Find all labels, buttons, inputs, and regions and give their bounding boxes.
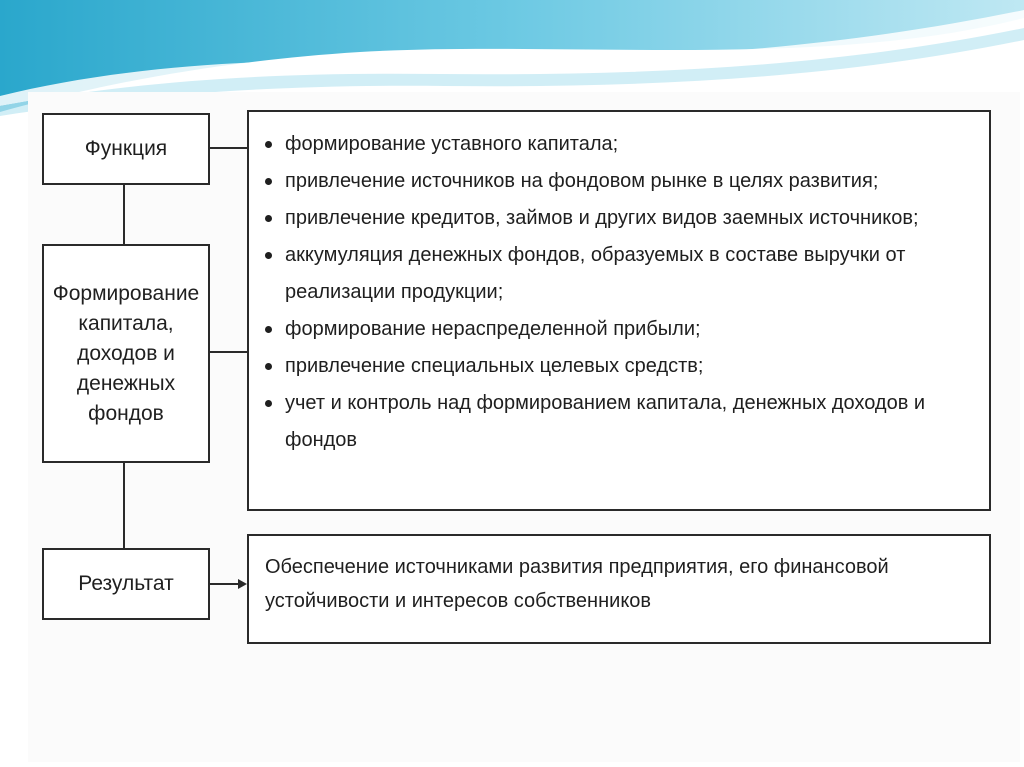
list-item-text: аккумуляция денежных фондов, образуемых в составе выручки от реализации продукции; [285,244,906,303]
result-label: Результат [78,572,174,595]
result-text: Обеспечение источниками развития предприятия, его финансовой устойчивости и интересов собственников [265,556,889,612]
list-item-text: формирование нераспределенной прибыли; [285,318,701,340]
list-item-text: привлечение кредитов, займов и других видов заемных источников; [285,207,919,229]
bullet-icon [265,252,272,259]
list-item-text: привлечение специальных целевых средств; [285,355,704,377]
bullet-icon [265,141,272,148]
bullet-icon [265,363,272,370]
functions-list [263,126,971,459]
bullet-icon [265,326,272,333]
list-item [263,200,971,237]
bullet-icon [265,178,272,185]
function-label: Функция [84,137,168,160]
list-item [263,126,971,163]
function-box [42,113,210,185]
list-item [263,385,971,459]
list-item [263,311,971,348]
result-text-box [247,534,991,644]
list-item [263,163,971,200]
bullet-icon [265,215,272,222]
list-item [263,237,971,311]
list-item-text: формирование уставного капитала; [285,133,619,155]
formation-box [42,244,210,463]
list-item-text: учет и контроль над формированием капитала, денежных доходов и фондов [285,392,926,451]
list-item-text: привлечение источников на фондовом рынке в целях развития; [285,170,879,192]
functions-list-box [247,110,991,511]
bullet-icon [265,400,272,407]
result-box [42,548,210,620]
formation-label: Формирование капитала, доходов и денежных фондов [52,281,200,425]
list-item [263,348,971,385]
